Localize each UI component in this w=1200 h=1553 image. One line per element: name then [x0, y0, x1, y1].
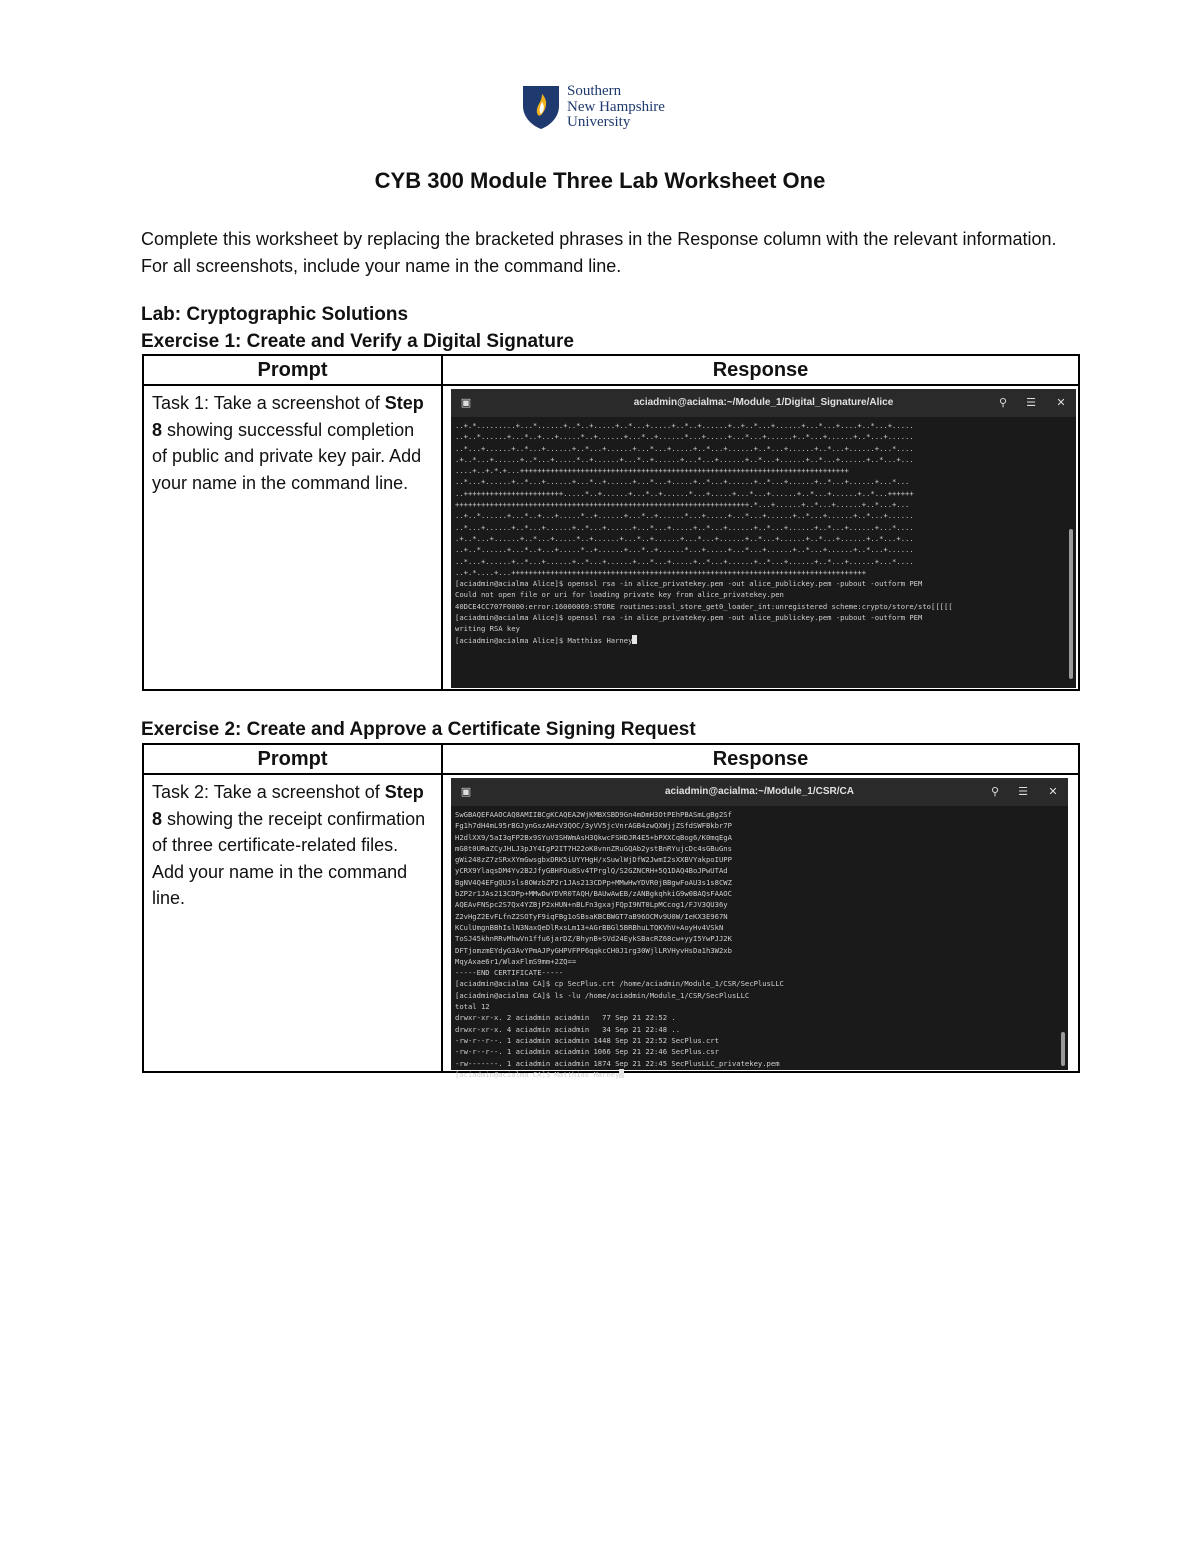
terminal-line: yCRX9YlaqsDM4Yv2B2JfyGBHFOu8Sv4TPrglQ/S2GZNCRH+5Q1DAQ4BoJPwUTAd	[455, 866, 728, 876]
task-2-prompt-text: Task 2: Take a screenshot of	[152, 782, 385, 802]
search-icon[interactable]: ⚲	[990, 786, 1000, 798]
prompt-column-header: Prompt	[143, 355, 442, 385]
new-tab-icon[interactable]: ▣	[460, 786, 472, 798]
terminal-line: ..+..*......+...*..+...+.....*..+......+...*..+......*...+.....+...*...+......+..*...+......+..*...+......	[455, 432, 914, 442]
terminal-titlebar	[451, 778, 1068, 806]
terminal-line: AQEAvFNSpc2S7Qx4YZBjP2xHUN+nBLFn3gxajFQpI9NT0LpMCcog1/FJV3QU36y	[455, 900, 728, 910]
close-icon[interactable]: ✕	[1056, 397, 1066, 409]
terminal-line: writing RSA key	[455, 624, 520, 634]
terminal-line: .+..*...+......+..*...+.....*..+......+...*..+......+...*...+......+..*...+......+..*...+......+..*...+...	[455, 454, 914, 464]
terminal-line: DFTjomzmEYdyG3AvYPmAJPyGHPVFPP6qqkcCH0J1rg30WjlLRVHyvHsDa1h3W2xb	[455, 945, 732, 955]
task-2-prompt	[143, 774, 442, 1072]
terminal-line: mG8t0URaZCyJHLJ3pJY4IgP2IT7H22oK8vnnZRuGQAb2ystBnRYujcDc4sGBuGns	[455, 843, 732, 853]
hamburger-menu-icon[interactable]: ☰	[1018, 786, 1028, 798]
terminal-line: SwGBAQEFAAOCAQ8AMIIBCgKCAQEA2WjKMBXSBD9Gn4mDmH3OtPEhPBASmLgBg2Sf	[455, 810, 732, 819]
task-1-step: Step 8	[152, 393, 424, 440]
terminal-screenshot-2	[451, 778, 1068, 1079]
exercise-2-heading: Exercise 2: Create and Approve a Certificate Signing Request	[141, 719, 696, 740]
snhu-logo	[521, 84, 691, 132]
terminal-line: ..+..*......+...*..+...+.....*..+......+...*..+......*...+.....+...*...+......+..*...+......+..*...+......	[455, 511, 914, 521]
terminal-title: aciadmin@acialma:~/Module_1/CSR/CA	[665, 786, 854, 797]
terminal-line: 40DCE4CC707F0000:error:16000069:STORE routines:ossl_store_get0_loader_int:unregistered scheme:crypto/store/sto[[[[[	[455, 601, 953, 611]
terminal-line: gWi248zZ7zSRxXYmGwsgbxDRK5iUYYHgH/xSuwlWjDfW2JwmI2sXXBVYakpoIUPP	[455, 855, 732, 865]
logo-line-3: University	[567, 114, 631, 130]
terminal-line: .+..*...+......+..*...+.....*..+......+...*..+......+...*...+......+..*...+......+..*...+......+..*...+...	[455, 533, 914, 543]
terminal-line: [aciadmin@acialma Alice]$ openssl rsa -in alice_privatekey.pem -out alice_publickey.pem -pubout -outform PEM	[455, 579, 923, 589]
terminal-screenshot-1	[451, 389, 1076, 688]
task-1-prompt-text: Task 1: Take a screenshot of	[152, 393, 385, 413]
terminal-line: KCulUmgnBBhIslN3NaxQeDlRxsLm13+AGrBBGl5BRBhuLTQKVhV+AoyHv4VSkN	[455, 922, 724, 932]
exercise-2-table	[142, 743, 1080, 1079]
terminal-line: -----END CERTIFICATE-----	[455, 968, 564, 978]
snhu-wordmark	[567, 84, 665, 131]
snhu-shield-icon	[521, 84, 561, 130]
terminal-line: H2dlXX9/5aI3qFP2Bx9SYuV3SHWmAsH3QkwcFSHDJR4E5+bPXXCqBog6/K0mqEgA	[455, 832, 732, 842]
terminal-line: -rw-r--r--. 1 aciadmin aciadmin 1448 Sep 21 22:52 SecPlus.crt	[455, 1035, 719, 1045]
terminal-line: ..*...+......+..*...+......+..*...+......+...*...+.....+..*...+......+..*...+......+..*...+......+...*....	[455, 522, 914, 532]
exercise-1-table	[142, 354, 1080, 691]
terminal-scrollbar[interactable]	[1069, 529, 1073, 679]
response-column-header: Response	[442, 744, 1079, 774]
task-1-prompt	[143, 385, 442, 690]
terminal-line: ..+++++++++++++++++++++++.....*..+......+...*..+......*...+.....+...*...+......+..*...+......+..*...++++++	[455, 488, 914, 498]
search-icon[interactable]: ⚲	[998, 397, 1008, 409]
lab-heading: Lab: Cryptographic Solutions	[141, 304, 409, 325]
terminal-line: ..+.*....+...++++++++++++++++++++++++++++++++++++++++++++++++++++++++++++++++++++++++++++++++++	[455, 567, 867, 577]
terminal-line: total 12	[455, 1002, 490, 1012]
terminal-cursor	[619, 1069, 624, 1078]
terminal-line: Z2vHgZ2EvFLfnZ2SOTyF9iqFBg1oSBsaKBCBWGT7aB96OCMv9U0W/IeKX3E967N	[455, 911, 728, 921]
task-1-prompt-rest: showing successful completion of public and private key pair. Add your name in the command line.	[152, 419, 422, 493]
terminal-line: drwxr-xr-x. 4 aciadmin aciadmin 34 Sep 21 22:48 ..	[455, 1024, 681, 1034]
terminal-line: MqyAxae6r1/WlaxFlmS9mm+2ZQ==	[455, 956, 577, 966]
logo-line-2: New Hampshire	[567, 98, 665, 115]
terminal-output	[451, 806, 1068, 1080]
terminal-line: ..*...+......+..*...+......+..*...+......+...*...+.....+..*...+......+..*...+......+..*...+......+...*....	[455, 556, 914, 566]
terminal-line: ..*...+......+..*...+......+..*...+......+...*...+.....+..*...+......+..*...+......+..*...+......+...*....	[455, 443, 914, 453]
terminal-line: [aciadmin@acialma Alice]$ Matthias Harney	[455, 635, 1070, 646]
task-2-step: Step 8	[152, 782, 424, 829]
terminal-line: Could not open file or uri for loading private key from alice_privatekey.pen	[455, 590, 784, 600]
terminal-title: aciadmin@acialma:~/Module_1/Digital_Signature/Alice	[633, 397, 894, 408]
terminal-line: bZP2r1JAs213CDPp+MMwDwYDVR0TAQH/BAUwAwEB/zANBgkqhkiG9w0BAQsFAAOC	[455, 889, 732, 899]
terminal-titlebar	[451, 389, 1076, 417]
prompt-column-header: Prompt	[143, 744, 442, 774]
terminal-line: ..+..*......+...*..+...+.....*..+......+...*..+......*...+.....+...*...+......+..*...+......+..*...+......	[455, 545, 914, 555]
terminal-line: ..*...+......+..*...+......+...*..+......+...*...+.....+..*...+......+..*...+......+..*...+......+...*...	[455, 477, 910, 487]
response-column-header: Response	[442, 355, 1079, 385]
task-2-response	[442, 774, 1079, 1079]
terminal-line: [aciadmin@acialma Alice]$ openssl rsa -in alice_privatekey.pem -out alice_publickey.pem -pubout -outform PEM	[455, 613, 923, 623]
terminal-line: [aciadmin@acialma CA]$ Matthias Harney	[455, 1069, 1062, 1080]
terminal-line: [aciadmin@acialma CA]$ cp SecPlus.crt /home/aciadmin/Module_1/CSR/SecPlusLLC	[455, 979, 784, 989]
terminal-line: Fg1h7dH4mL95rBGJynGszAHzV3QOC/3yVV5jcVnrAGB4zwQXWjjZSfdSWFBkbr7P	[455, 821, 732, 831]
exercise-1-heading: Exercise 1: Create and Verify a Digital Signature	[141, 331, 574, 352]
terminal-line: ToSJ45khnRRvMhwVn1ffu6jarDZ/BhynB+SVd24EykSBacRZ68cw+yyI5YwPJJ2K	[455, 934, 732, 944]
terminal-line: [aciadmin@acialma CA]$ ls -lu /home/aciadmin/Module_1/CSR/SecPlusLLC	[455, 990, 750, 1000]
terminal-cursor	[632, 635, 637, 644]
terminal-line: drwxr-xr-x. 2 aciadmin aciadmin 77 Sep 21 22:52 .	[455, 1013, 676, 1023]
worksheet-title: CYB 300 Module Three Lab Worksheet One	[374, 168, 826, 193]
logo-line-1: Southern	[567, 83, 622, 99]
terminal-line: ....+..+.*.+...++++++++++++++++++++++++++++++++++++++++++++++++++++++++++++++++++++++++++++	[455, 466, 849, 476]
task-1-response	[442, 385, 1079, 690]
terminal-output	[451, 417, 1076, 646]
terminal-line: -rw-------. 1 aciadmin aciadmin 1874 Sep 21 22:45 SecPlusLLC_privatekey.pem	[455, 1058, 780, 1068]
close-icon[interactable]: ✕	[1048, 786, 1058, 798]
terminal-line: ..+.*.........+...*......+..*..+.....+..*...+.....+..*..+......+..+..*...+......+...*...+....+..*...+.....	[455, 421, 914, 430]
terminal-line: -rw-r--r--. 1 aciadmin aciadmin 1066 Sep 21 22:46 SecPlus.csr	[455, 1047, 719, 1057]
hamburger-menu-icon[interactable]: ☰	[1026, 397, 1036, 409]
new-tab-icon[interactable]: ▣	[460, 397, 472, 409]
instructions-paragraph: Complete this worksheet by replacing the bracketed phrases in the Response column with the relevant information. For all screenshots, include your name in the command line.	[141, 229, 1057, 276]
terminal-line: BgNV4Q4EFgQUJsls8OWzbZP2r1JAs213CDPp+MMwHwYDVR0jBBgwFoAU3s1s8CWZ	[455, 877, 732, 887]
terminal-scrollbar[interactable]	[1061, 1032, 1065, 1066]
terminal-line: ++++++++++++++++++++++++++++++++++++++++++++++++++++++++++++++++++++.*...+......+..*...+......+..*...+...	[455, 500, 910, 510]
task-2-prompt-rest: showing the receipt confirmation of three certificate-related files. Add your name in the command line.	[152, 808, 426, 909]
